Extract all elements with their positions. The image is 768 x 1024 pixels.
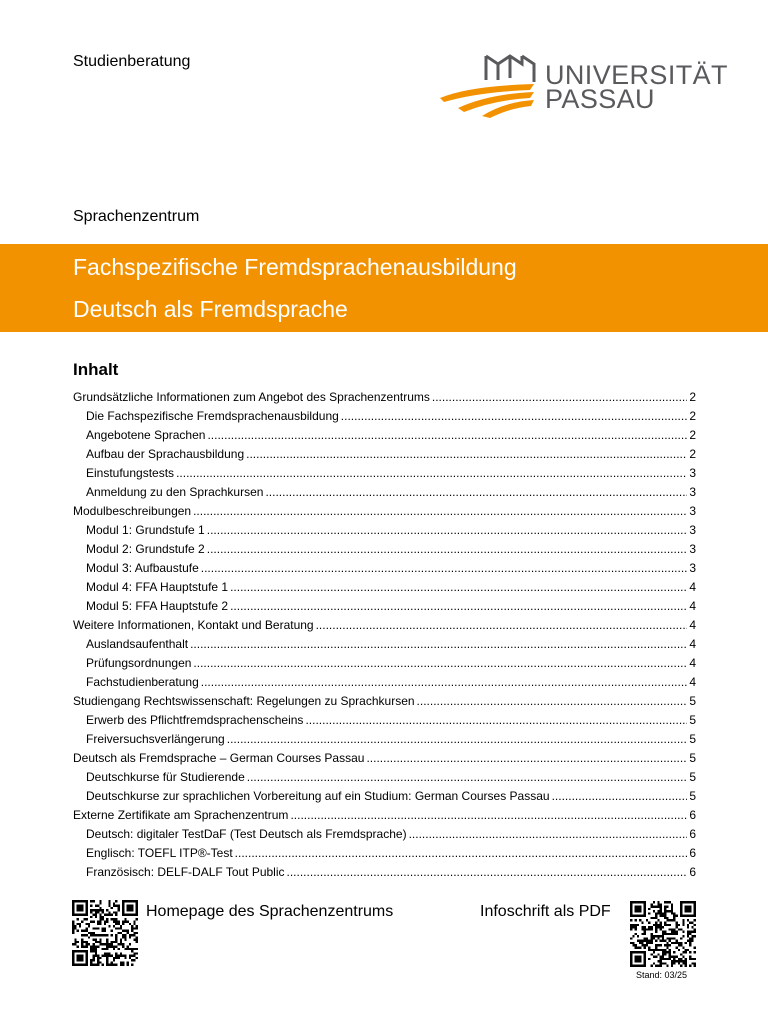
toc-entry[interactable]	[73, 540, 696, 559]
toc-entry-label: Fachstudienberatung	[86, 675, 199, 689]
toc-entry-label: Deutschkurse zur sprachlichen Vorbereitung auf ein Studium: German Courses Passau	[86, 789, 550, 803]
toc-entry-label: Externe Zertifikate am Sprachenzentrum	[73, 808, 289, 822]
toc-entry[interactable]	[73, 825, 696, 844]
toc-entry[interactable]	[73, 863, 696, 882]
logo-line1: UNIVERSITÄT	[545, 60, 728, 90]
section-label: Sprachenzentrum	[73, 208, 200, 225]
toc-dot-leader	[316, 616, 688, 635]
toc-entry[interactable]	[73, 502, 696, 521]
toc-entry[interactable]	[73, 654, 696, 673]
toc-dot-leader	[193, 654, 687, 673]
toc-entry[interactable]	[73, 730, 696, 749]
toc-entry[interactable]	[73, 388, 696, 407]
toc-entry-label: Aufbau der Sprachausbildung	[86, 447, 245, 461]
toc-entry[interactable]	[73, 635, 696, 654]
toc-entry-page: 2	[689, 428, 696, 442]
toc-dot-leader	[247, 768, 688, 787]
toc-entry-page: 4	[689, 656, 696, 670]
toc-entry-page: 5	[689, 694, 696, 708]
homepage-link[interactable]: Homepage des Sprachenzentrums	[146, 903, 394, 920]
toc-entry-page: 4	[689, 637, 696, 651]
toc-entry-label: Erwerb des Pflichtfremdsprachenscheins	[86, 713, 304, 727]
toc-dot-leader	[227, 730, 688, 749]
toc-entry-page: 3	[689, 561, 696, 575]
toc-entry-page: 4	[689, 580, 696, 594]
toc-dot-leader	[176, 464, 687, 483]
toc-heading: Inhalt	[73, 360, 119, 379]
toc-dot-leader	[230, 578, 687, 597]
university-logo	[438, 50, 728, 120]
toc-entry-page: 4	[689, 675, 696, 689]
toc-entry[interactable]	[73, 483, 696, 502]
toc-entry-page: 3	[689, 504, 696, 518]
toc-entry[interactable]	[73, 521, 696, 540]
toc-entry-label: Grundsätzliche Informationen zum Angebot des Sprachenzentrums	[73, 390, 430, 404]
toc-dot-leader	[290, 806, 687, 825]
banner-title-1: Fachspezifische Fremdsprachenausbildung	[73, 254, 517, 280]
toc-entry-page: 6	[689, 846, 696, 860]
toc-entry[interactable]	[73, 407, 696, 426]
toc-entry[interactable]	[73, 445, 696, 464]
toc-dot-leader	[366, 749, 687, 768]
toc-entry-page: 2	[689, 390, 696, 404]
toc-entry[interactable]	[73, 768, 696, 787]
toc-entry-label: Deutsch: digitaler TestDaF (Test Deutsch als Fremdsprache)	[86, 827, 407, 841]
toc-dot-leader	[193, 502, 687, 521]
toc-entry-label: Weitere Informationen, Kontakt und Beratung	[73, 618, 314, 632]
toc-dot-leader	[235, 844, 688, 863]
toc-entry-label: Studiengang Rechtswissenschaft: Regelungen zu Sprachkursen	[73, 694, 415, 708]
logo-line2: PASSAU	[545, 84, 655, 114]
pdf-link[interactable]: Infoschrift als PDF	[480, 903, 611, 920]
banner-title-2: Deutsch als Fremdsprache	[73, 296, 348, 322]
toc-entry-label: Auslandsaufenthalt	[86, 637, 189, 651]
toc-dot-leader	[201, 673, 688, 692]
toc-entry-label: Deutschkurse für Studierende	[86, 770, 245, 784]
toc-entry-label: Freiversuchsverlängerung	[86, 732, 225, 746]
toc-dot-leader	[207, 426, 687, 445]
stand-date: Stand: 03/25	[636, 970, 688, 980]
toc-entry[interactable]	[73, 787, 696, 806]
toc-entry-page: 3	[689, 542, 696, 556]
toc-entry-page: 2	[689, 409, 696, 423]
toc-entry-label: Deutsch als Fremdsprache – German Courses Passau	[73, 751, 365, 765]
toc-entry-page: 5	[689, 751, 696, 765]
qr-code-icon[interactable]	[630, 901, 696, 967]
toc-entry-label: Angebotene Sprachen	[86, 428, 206, 442]
toc-dot-leader	[417, 692, 688, 711]
toc-entry-page: 5	[689, 789, 696, 803]
toc-entry-page: 5	[689, 770, 696, 784]
toc-entry[interactable]	[73, 578, 696, 597]
toc-entry[interactable]	[73, 464, 696, 483]
toc-entry[interactable]	[73, 844, 696, 863]
toc-entry-label: Prüfungsordnungen	[86, 656, 192, 670]
toc-entry[interactable]	[73, 673, 696, 692]
toc-dot-leader	[305, 711, 687, 730]
toc-entry-label: Die Fachspezifische Fremdsprachenausbildung	[86, 409, 339, 423]
toc-entry-label: Einstufungstests	[86, 466, 175, 480]
toc-entry[interactable]	[73, 597, 696, 616]
toc-entry[interactable]	[73, 711, 696, 730]
toc-entry-page: 3	[689, 485, 696, 499]
toc-dot-leader	[190, 635, 687, 654]
toc-dot-leader	[201, 559, 688, 578]
passau-logo-icon	[438, 50, 543, 120]
toc-dot-leader	[246, 445, 687, 464]
toc-dot-leader	[207, 521, 688, 540]
toc-entry-page: 3	[689, 523, 696, 537]
toc-entry-page: 6	[689, 808, 696, 822]
title-banner	[0, 244, 768, 332]
toc-entry-label: Anmeldung zu den Sprachkursen	[86, 485, 264, 499]
toc-entry-page: 4	[689, 618, 696, 632]
toc-dot-leader	[287, 863, 688, 882]
table-of-contents	[73, 388, 696, 882]
toc-entry-label: Modul 5: FFA Hauptstufe 2	[86, 599, 229, 613]
toc-entry-label: Modul 1: Grundstufe 1	[86, 523, 205, 537]
toc-entry-page: 6	[689, 865, 696, 879]
header-label: Studienberatung	[73, 53, 191, 70]
toc-dot-leader	[230, 597, 687, 616]
toc-entry-page: 5	[689, 732, 696, 746]
toc-entry[interactable]	[73, 559, 696, 578]
toc-entry-label: Französisch: DELF-DALF Tout Public	[86, 865, 285, 879]
toc-entry[interactable]	[73, 426, 696, 445]
toc-dot-leader	[265, 483, 687, 502]
toc-entry-page: 6	[689, 827, 696, 841]
toc-dot-leader	[207, 540, 688, 559]
toc-entry-page: 2	[689, 447, 696, 461]
toc-entry-label: Modul 4: FFA Hauptstufe 1	[86, 580, 229, 594]
toc-entry-label: Englisch: TOEFL ITP®-Test	[86, 846, 233, 860]
toc-entry-page: 4	[689, 599, 696, 613]
toc-entry-page: 3	[689, 466, 696, 480]
toc-entry[interactable]	[73, 806, 696, 825]
toc-dot-leader	[341, 407, 688, 426]
qr-code-icon[interactable]	[72, 900, 138, 966]
toc-entry[interactable]	[73, 616, 696, 635]
toc-entry-label: Modul 2: Grundstufe 2	[86, 542, 205, 556]
toc-entry-label: Modulbeschreibungen	[73, 504, 192, 518]
toc-dot-leader	[409, 825, 688, 844]
toc-entry[interactable]	[73, 749, 696, 768]
toc-entry-page: 5	[689, 713, 696, 727]
toc-entry[interactable]	[73, 692, 696, 711]
toc-entry-label: Modul 3: Aufbaustufe	[86, 561, 199, 575]
toc-dot-leader	[552, 787, 688, 806]
toc-dot-leader	[432, 388, 687, 407]
